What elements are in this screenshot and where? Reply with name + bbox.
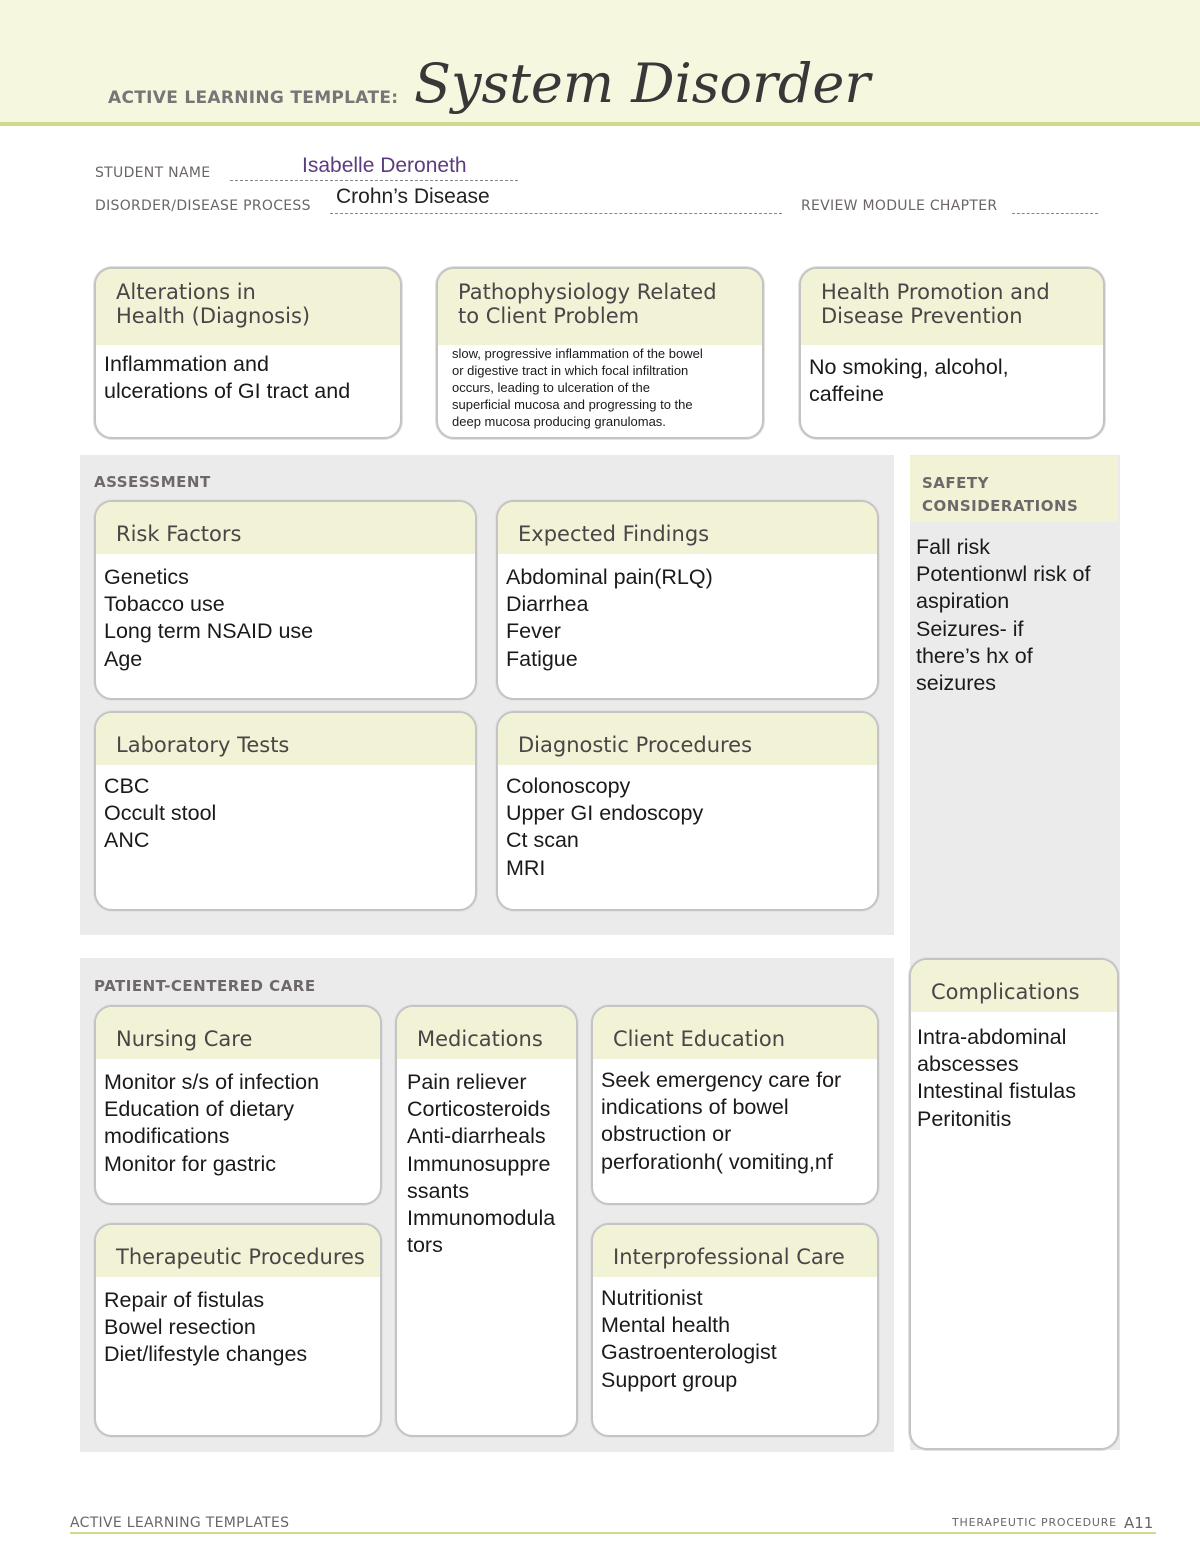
safety-item: Potentionwl risk of (916, 562, 1091, 587)
safety-item: aspiration (916, 589, 1010, 614)
therapeutic-procedure-item: Diet/lifestyle changes (104, 1342, 308, 1367)
client-education-item: obstruction or (601, 1122, 732, 1147)
page-title: System Disorder (414, 52, 871, 115)
safety-title-2: CONSIDERATIONS (922, 497, 1079, 515)
expected-findings-box (496, 500, 879, 700)
health-promotion-line: caffeine (809, 382, 884, 407)
pathophysiology-title-1: Pathophysiology Related (458, 280, 717, 304)
health-promotion-box (799, 267, 1105, 439)
disorder-field[interactable]: Crohn’s Disease (336, 185, 490, 208)
expected-finding-item: Diarrhea (506, 592, 589, 617)
medication-item: tors (407, 1233, 443, 1258)
pathophysiology-line: occurs, leading to ulceration of the (452, 380, 651, 395)
pathophysiology-title-2: to Client Problem (458, 304, 640, 328)
complication-item: abscesses (917, 1052, 1019, 1077)
health-promotion-title-1: Health Promotion and (821, 280, 1050, 304)
header-divider (0, 122, 1200, 126)
risk-factor-item: Long term NSAID use (104, 619, 314, 644)
nursing-care-header: Nursing Care (96, 1007, 380, 1059)
diagnostic-procedures-box (496, 711, 879, 911)
footer-right-label: THERAPEUTIC PROCEDURE (952, 1516, 1117, 1529)
disorder-label: DISORDER/DISEASE PROCESS (95, 198, 311, 214)
complications-content (911, 1012, 1117, 1141)
risk-factor-item: Tobacco use (104, 592, 225, 617)
safety-item: there’s hx of (916, 643, 1033, 668)
health-promotion-header (801, 269, 1103, 345)
therapeutic-procedures-header: Therapeutic Procedures (96, 1225, 380, 1277)
footer-divider (70, 1532, 1156, 1534)
alterations-title-2: Health (Diagnosis) (116, 304, 311, 328)
medications-header: Medications (397, 1007, 576, 1059)
lab-test-item: CBC (104, 774, 150, 798)
therapeutic-procedure-item: Repair of fistulas (104, 1288, 265, 1312)
diagnostic-procedure-item: Colonoscopy (506, 774, 631, 798)
client-education-header: Client Education (593, 1007, 877, 1059)
laboratory-tests-box (94, 711, 477, 911)
nursing-care-item: Education of dietary (104, 1097, 295, 1122)
safety-item: Seizures- if (916, 616, 1024, 641)
pathophysiology-header (438, 269, 762, 345)
nursing-care-item: Monitor s/s of infection (104, 1070, 320, 1094)
pathophysiology-content (438, 345, 762, 430)
disorder-line (330, 213, 782, 214)
expected-findings-content (498, 554, 877, 681)
assessment-section-title: ASSESSMENT (94, 473, 211, 491)
complications-box (909, 958, 1119, 1450)
safety-item: seizures (916, 671, 997, 696)
complication-item: Intestinal fistulas (917, 1079, 1076, 1104)
lab-test-item: ANC (104, 828, 150, 853)
medication-item: Pain reliever (407, 1070, 527, 1094)
diagnostic-procedure-item: MRI (506, 855, 546, 880)
risk-factors-box (94, 500, 477, 700)
diagnostic-procedures-content (498, 765, 877, 890)
alterations-title-1: Alterations in (116, 280, 256, 304)
complications-header: Complications (911, 960, 1117, 1012)
laboratory-tests-content (96, 765, 475, 863)
medications-content (397, 1059, 576, 1267)
medication-item: Corticosteroids (407, 1097, 551, 1122)
student-name-field[interactable]: Isabelle Deroneth (302, 154, 467, 177)
review-module-field[interactable] (1012, 213, 1098, 214)
student-name-label: STUDENT NAME (95, 165, 211, 181)
interprofessional-care-item: Nutritionist (601, 1286, 703, 1310)
complication-item: Peritonitis (917, 1106, 1012, 1131)
alterations-box (94, 267, 402, 439)
template-label: ACTIVE LEARNING TEMPLATE: (108, 88, 399, 108)
safety-title-1: SAFETY (922, 474, 989, 492)
alterations-content (96, 345, 400, 413)
safety-content (916, 534, 1116, 697)
review-module-label: REVIEW MODULE CHAPTER (801, 198, 998, 214)
pathophysiology-line: superficial mucosa and progressing to the (452, 397, 693, 412)
interprofessional-care-content (593, 1277, 877, 1402)
diagnostic-procedures-header: Diagnostic Procedures (498, 713, 877, 765)
diagnostic-procedure-item: Upper GI endoscopy (506, 801, 704, 826)
nursing-care-content (96, 1059, 380, 1186)
expected-finding-item: Abdominal pain(RLQ) (506, 565, 713, 589)
interprofessional-care-item: Support group (601, 1367, 738, 1392)
medications-box (395, 1005, 578, 1437)
expected-finding-item: Fever (506, 619, 561, 644)
therapeutic-procedures-content (96, 1277, 380, 1377)
interprofessional-care-item: Gastroenterologist (601, 1340, 777, 1365)
patient-care-section-title: PATIENT-CENTERED CARE (94, 977, 316, 995)
safety-title (922, 472, 1078, 518)
expected-finding-item: Fatigue (506, 646, 578, 671)
expected-findings-header: Expected Findings (498, 502, 877, 554)
page-number: A11 (1124, 1514, 1154, 1532)
therapeutic-procedure-item: Bowel resection (104, 1315, 256, 1340)
alterations-header (96, 269, 400, 345)
laboratory-tests-header: Laboratory Tests (96, 713, 475, 765)
pathophysiology-line: slow, progressive inflammation of the bowel (452, 346, 703, 361)
nursing-care-item: modifications (104, 1124, 230, 1149)
lab-test-item: Occult stool (104, 801, 217, 826)
client-education-item: perforationh( vomiting,nf (601, 1149, 833, 1174)
client-education-content (593, 1059, 877, 1184)
complication-item: Intra-abdominal (917, 1025, 1067, 1049)
health-promotion-content (801, 345, 1103, 416)
client-education-item: Seek emergency care for (601, 1068, 842, 1092)
risk-factors-header: Risk Factors (96, 502, 475, 554)
health-promotion-line: No smoking, alcohol, (809, 355, 1009, 379)
health-promotion-title-2: Disease Prevention (821, 304, 1023, 328)
risk-factor-item: Age (104, 646, 143, 671)
therapeutic-procedures-box (94, 1223, 382, 1437)
alterations-line: ulcerations of GI tract and (104, 379, 351, 404)
interprofessional-care-header: Interprofessional Care (593, 1225, 877, 1277)
footer-left-label: ACTIVE LEARNING TEMPLATES (70, 1515, 290, 1531)
nursing-care-box (94, 1005, 382, 1205)
interprofessional-care-box (591, 1223, 879, 1437)
risk-factor-item: Genetics (104, 565, 189, 589)
diagnostic-procedure-item: Ct scan (506, 828, 579, 853)
medication-item: Anti-diarrheals (407, 1124, 546, 1149)
client-education-item: indications of bowel (601, 1095, 789, 1120)
safety-item: Fall risk (916, 535, 991, 559)
risk-factors-content (96, 554, 475, 681)
pathophysiology-line: or digestive tract in which focal infiltration (452, 363, 689, 378)
interprofessional-care-item: Mental health (601, 1313, 731, 1338)
medication-item: Immunosuppre (407, 1151, 551, 1176)
client-education-box (591, 1005, 879, 1205)
medication-item: Immunomodula (407, 1206, 556, 1231)
student-name-line (230, 180, 518, 181)
nursing-care-item: Monitor for gastric (104, 1151, 277, 1176)
alterations-line: Inflammation and (104, 352, 269, 376)
medication-item: ssants (407, 1178, 470, 1203)
pathophysiology-line: deep mucosa producing granulomas. (452, 414, 666, 429)
pathophysiology-box (436, 267, 764, 439)
